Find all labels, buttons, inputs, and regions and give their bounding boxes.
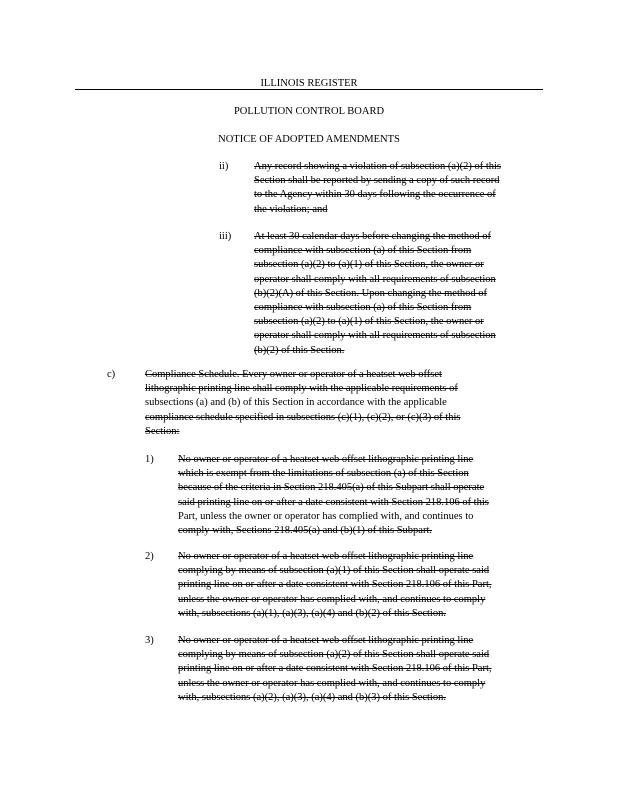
text-line: complying by means of subsection (a)(1) of this Section shall operate said xyxy=(178,565,490,577)
item-text xyxy=(178,550,491,621)
item-label: ii) xyxy=(219,161,229,172)
text-line: operator shall comply with all requirements of subsection xyxy=(254,273,496,285)
text-line: which is exempt from the limitations of subsection (a) of this Section xyxy=(178,468,469,480)
item-label: 1) xyxy=(145,454,154,465)
text-line: (b)(2)(A) of this Section. Upon changing the method of xyxy=(254,287,487,299)
text-line: the violation; and xyxy=(254,203,328,215)
item-text xyxy=(254,160,501,217)
text-line: subsection (a)(2) to (a)(1) of this Section, the owner or xyxy=(254,259,484,271)
text-line: operator shall comply with all requirements of subsection xyxy=(254,330,496,342)
text-line: Section: xyxy=(145,425,180,437)
text-line: because of the criteria in Section 218.405(a) of this Subpart shall operate xyxy=(178,482,485,494)
text-line: compliance with subsection (a) of this Section from xyxy=(254,245,472,257)
item-text xyxy=(254,230,496,358)
text-line: compliance with subsection (a) of this Section from xyxy=(254,302,472,314)
text-line: comply with, Sections 218.405(a) and (b)(1) of this Subpart. xyxy=(178,525,432,537)
text-line: complying by means of subsection (a)(2) of this Section shall operate said xyxy=(178,649,490,661)
text-line: Section shall be reported by sending a copy of such record xyxy=(254,175,500,187)
item-text xyxy=(178,634,491,705)
item-text xyxy=(145,368,460,439)
text-line: Compliance Schedule. Every owner or operator of a heatset web offset xyxy=(145,369,442,380)
text-line: subsection (a)(2) to (a)(1) of this Section, the owner or xyxy=(254,316,484,328)
item-label: c) xyxy=(107,369,116,380)
text-line: Any record showing a violation of subsection (a)(2) of this xyxy=(254,161,501,172)
text-line: No owner or operator of a heatset web offset lithographic printing line xyxy=(178,551,474,562)
text-line: unless the owner or operator has complied with, and continues to comply xyxy=(178,677,486,689)
item-label: 2) xyxy=(145,551,154,562)
text-line: to the Agency within 30 days following the occurrence of xyxy=(254,189,496,201)
text-line: with, subsections (a)(1), (a)(3), (a)(4) and (b)(2) of this Section. xyxy=(178,607,446,619)
text-line: compliance schedule specified in subsections (c)(1), (c)(2), or (c)(3) of this xyxy=(145,411,461,423)
item-text xyxy=(178,453,489,538)
text-line: printing line on or after a date consistent with Section 218.106 of this Part, xyxy=(178,663,492,675)
text-line: unless the owner or operator has complied with, and continues to comply xyxy=(178,593,486,605)
text-line: with, subsections (a)(2), (a)(3), (a)(4) and (b)(3) of this Section. xyxy=(178,691,446,703)
text-line: said printing line on or after a date consistent with Section 218.106 of this xyxy=(178,496,489,508)
register-title: ILLINOIS REGISTER xyxy=(260,78,358,89)
text-line: No owner or operator of a heatset web offset lithographic printing line xyxy=(178,454,474,465)
text-line: lithographic printing line shall comply with the applicable requirements of xyxy=(145,383,458,395)
text-line: At least 30 calendar days before changing the method of xyxy=(254,231,492,242)
text-line: (b)(2) of this Section. xyxy=(254,344,345,356)
header-rule xyxy=(75,89,543,90)
board-title: POLLUTION CONTROL BOARD xyxy=(233,106,385,117)
text-line: No owner or operator of a heatset web offset lithographic printing line xyxy=(178,635,474,646)
item-label: 3) xyxy=(145,635,154,646)
text-line: Part, unless the owner or operator has complied with, and continues to xyxy=(178,510,474,522)
notice-title: NOTICE OF ADOPTED AMENDMENTS xyxy=(218,134,400,145)
item-label: iii) xyxy=(219,231,232,242)
text-line: printing line on or after a date consistent with Section 218.106 of this Part, xyxy=(178,579,492,591)
text-line: subsections (a) and (b) of this Section in accordance with the applicable xyxy=(145,397,447,409)
